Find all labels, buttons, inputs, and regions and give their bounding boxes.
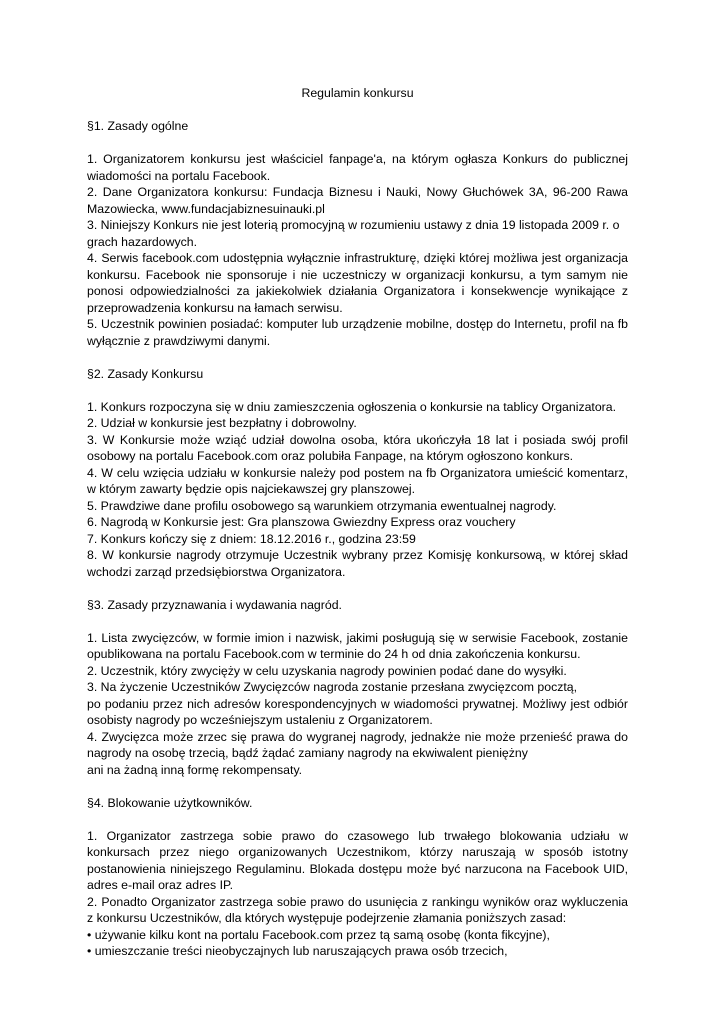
section-4-bullet-1: • używanie kilku kont na portalu Facebook.com przez tą samą osobę (konta fikcyjne), xyxy=(87,927,550,942)
document-title: Regulamin konkursu xyxy=(301,86,414,100)
section-2-item-3: 3. W Konkursie może wziąć udział dowolna osoba, która ukończyła 18 lat i posiada swój profil osobowy na portalu Facebook.com oraz polubiła Fanpage, na którym ogłoszono konkurs. xyxy=(87,432,628,463)
section-4-bullet-2: • umieszczanie treści nieobyczajnych lub naruszających prawa osób trzecich, xyxy=(87,944,508,958)
section-1-heading: §1. Zasady ogólne xyxy=(87,119,189,133)
section-1-item-2: 2. Dane Organizatora konkursu: Fundacja Biznesu i Nauki, Nowy Głuchówek 3A, 96-200 Rawa Mazowiecka, www.fundacjabiznesuinauki.pl xyxy=(87,185,628,216)
section-3-item-4-cont: ani na żadną inną formę rekompensaty. xyxy=(87,762,303,777)
section-3-item-3-cont: po podaniu przez nich adresów korespondencyjnych w wiadomości prywatnej. Możliwy jest odbiór osobisty nagrody po wcześniejszym ustaleniu z Organizatorem. xyxy=(87,696,628,727)
section-2-item-5: 5. Prawdziwe dane profilu osobowego są warunkiem otrzymania ewentualnej nagrody. xyxy=(87,498,557,513)
section-1-item-4: 4. Serwis facebook.com udostępnia wyłącznie infrastrukturę, dzięki której możliwa jest organizacja konkursu. Facebook nie sponsoruje i nie uczestniczy w organizacji konkursu, a tym samym nie ponosi odpowiedzialności za jakiekolwiek działania Organizatora i konsekwencje wynikające z przeprowadzenia konkursu na łamach serwisu. xyxy=(87,251,628,315)
section-3-heading: §3. Zasady przyznawania i wydawania nagród. xyxy=(87,597,342,612)
section-3-item-2: 2. Uczestnik, który zwycięży w celu uzyskania nagrody powinien podać dane do wysyłki. xyxy=(87,663,567,678)
section-4-item-1: 1. Organizator zastrzega sobie prawo do czasowego lub trwałego blokowania udziału w konkursach przez niego organizowanych Uczestnikom, którzy naruszają w sposób istotny postanowienia niniejszego Regulaminu. Blokada dostępu może być narzucona na Facebook UID, adres e-mail oraz adres IP. xyxy=(87,828,628,892)
section-4-item-2: 2. Ponadto Organizator zastrzega sobie prawo do usunięcia z rankingu wyników oraz wykluczenia z konkursu Uczestników, dla których występuje podejrzenie złamania poniższych zasad: xyxy=(87,894,628,925)
section-1-item-5: 5. Uczestnik powinien posiadać: komputer lub urządzenie mobilne, dostęp do Internetu, profil na fb wyłącznie z prawdziwymi danymi. xyxy=(87,317,628,348)
section-4-heading: §4. Blokowanie użytkowników. xyxy=(87,795,253,810)
section-2-heading: §2. Zasady Konkursu xyxy=(87,366,204,381)
section-2-item-6: 6. Nagrodą w Konkursie jest: Gra planszowa Gwiezdny Express oraz vouchery xyxy=(87,515,516,529)
section-2-item-2: 2. Udział w konkursie jest bezpłatny i dobrowolny. xyxy=(87,416,357,430)
section-3-item-1: 1. Lista zwycięzców, w formie imion i nazwisk, jakimi posługują się w serwisie Facebook, zostanie opublikowana na portalu Facebook.com w terminie do 24 h od dnia zakończenia konkursu. xyxy=(87,630,628,661)
section-2-item-7: 7. Konkurs kończy się z dniem: 18.12.2016 r., godzina 23:59 xyxy=(87,531,416,546)
section-3-item-3: 3. Na życzenie Uczestników Zwycięzców nagroda zostanie przesłana zwycięzcom pocztą, xyxy=(87,680,578,694)
section-2-item-1: 1. Konkurs rozpoczyna się w dniu zamieszczenia ogłoszenia o konkursie na tablicy Organizatora. xyxy=(87,399,617,414)
section-1-item-1: 1. Organizatorem konkursu jest właściciel fanpage'a, na którym ogłasza Konkurs do publicznej wiadomości na portalu Facebook. xyxy=(87,152,628,183)
document-content xyxy=(87,85,628,960)
section-3-item-4: 4. Zwycięzca może zrzec się prawa do wygranej nagrody, jednakże nie może przenieść prawa do nagrody na osobę trzecią, bądź żądać zamiany nagrody na ekwiwalent pieniężny xyxy=(87,729,628,760)
section-2-item-4: 4. W celu wzięcia udziału w konkursie należy pod postem na fb Organizatora umieścić komentarz, w którym zawarty będzie opis najciekawszej gry planszowej. xyxy=(87,465,628,496)
section-1-item-3: 3. Niniejszy Konkurs nie jest loterią promocyjną w rozumieniu ustawy z dnia 19 listopada 2009 r. o grach hazardowych. xyxy=(87,218,620,249)
section-2-item-8: 8. W konkursie nagrody otrzymuje Uczestnik wybrany przez Komisję konkursową, w której skład wchodzi zarząd przedsiębiorstwa Organizatora. xyxy=(87,548,628,579)
